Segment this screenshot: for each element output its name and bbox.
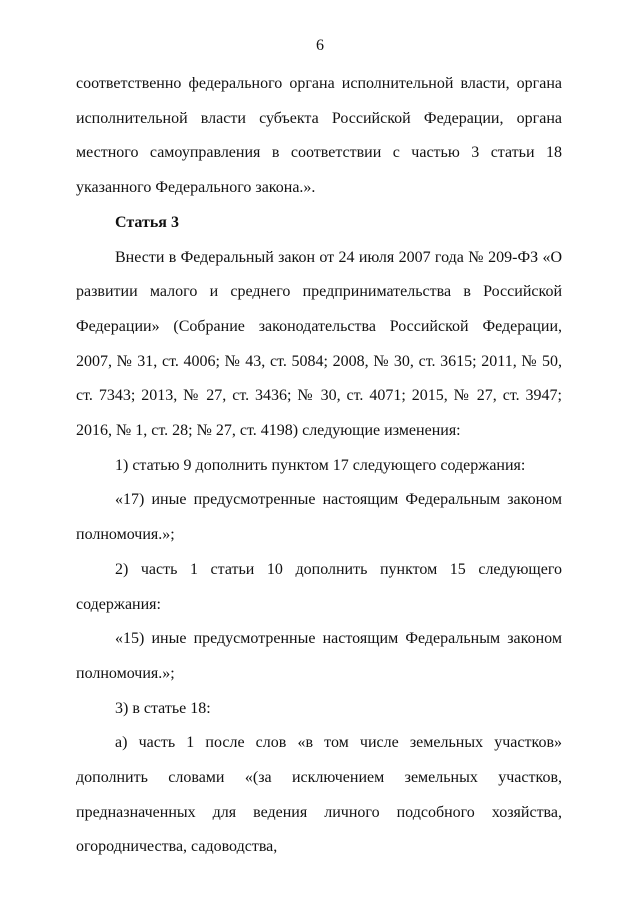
page-number: 6 <box>316 37 324 54</box>
document-body <box>76 67 562 865</box>
paragraph-amendment-intro: Внести в Федеральный закон от 24 июля 2007 года № 209-ФЗ «О развитии малого и среднего предпринимательства в Российской Федерации» (Собрание законодательства Российской Федерации, 2007, № 31, ст. 4006; № 43, ст. 5084; 2008, № 30, ст. 3615; 2011, № 50, ст. 7343; 2013, № 27, ст. 3436; № 30, ст. 4071; 2015, № 27, ст. 3947; 2016, № 1, ст. 28; № 27, ст. 4198) следующие изменения: <box>76 248 562 440</box>
paragraph-continuation: соответственно федерального органа исполнительной власти, органа исполнительной власти субъекта Российской Федерации, органа местного самоуправления в соответствии с частью 3 статьи 18 указанного Федерального закона.». <box>76 75 562 197</box>
paragraph-item-2-text: «15) иные предусмотренные настоящим Федеральным законом полномочия.»; <box>76 630 562 682</box>
paragraph-item-3: 3) в статье 18: <box>115 699 211 717</box>
paragraph-item-1: 1) статью 9 дополнить пунктом 17 следующего содержания: <box>115 456 526 474</box>
paragraph-item-2: 2) часть 1 статьи 10 дополнить пунктом 15 следующего содержания: <box>76 560 562 613</box>
paragraph-item-3a: а) часть 1 после слов «в том числе земельных участков» дополнить словами «(за исключением земельных участков, предназначенных для ведения личного подсобного хозяйства, огородничества, садоводства, <box>76 734 562 856</box>
article-heading: Статья 3 <box>115 213 179 231</box>
paragraph-item-1-text: «17) иные предусмотренные настоящим Федеральным законом полномочия.»; <box>76 491 562 544</box>
